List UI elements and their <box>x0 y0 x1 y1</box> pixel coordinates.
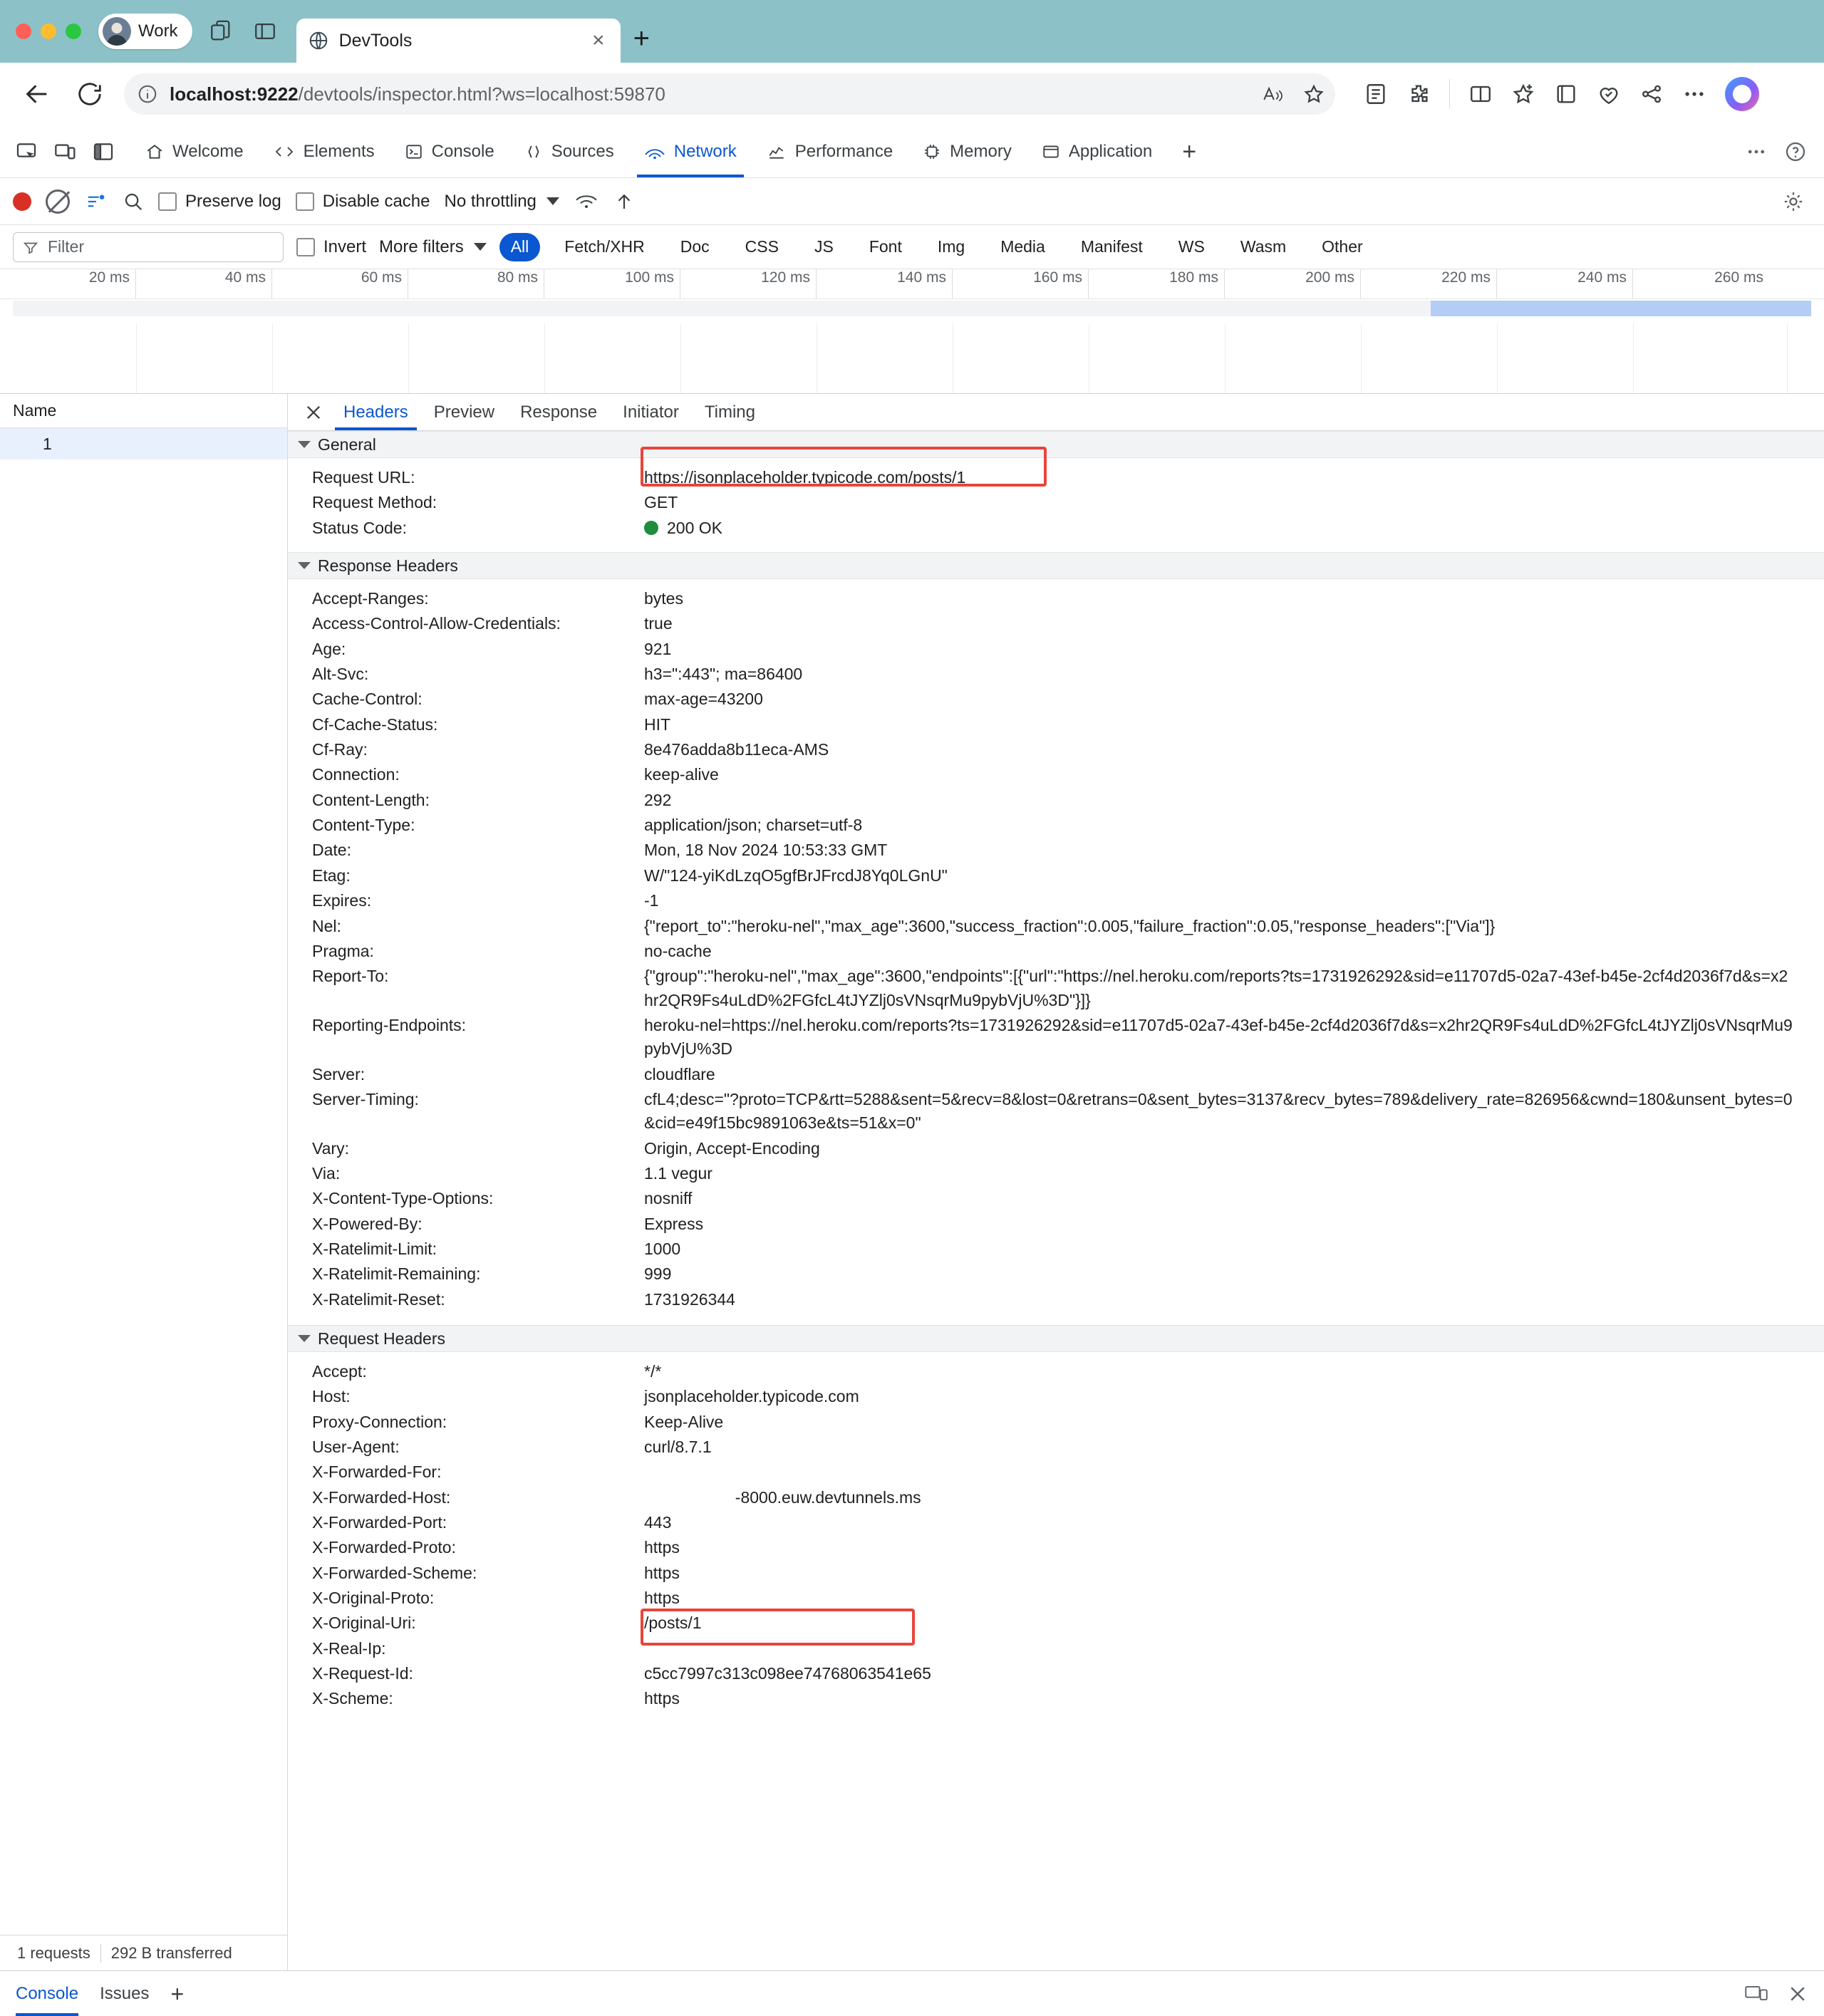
header-row <box>288 1287 1824 1312</box>
header-value: application/json; charset=utf-8 <box>644 816 863 835</box>
header-row <box>288 1237 1824 1262</box>
overview-grid <box>0 323 1824 393</box>
panel-tab-welcome[interactable] <box>133 126 256 177</box>
type-filter-doc[interactable]: Doc <box>680 237 710 256</box>
toolbar-icons <box>1364 77 1759 111</box>
type-filter-fetch-xhr[interactable]: Fetch/XHR <box>564 237 645 256</box>
header-value: bytes <box>644 589 683 608</box>
header-row <box>288 863 1824 888</box>
request-count: 1 requests <box>17 1943 90 1962</box>
devtools-tabbar <box>0 125 1824 178</box>
timeline-tick: 80 ms <box>408 269 544 299</box>
header-key: User-Agent: <box>312 1438 400 1457</box>
network-overview[interactable] <box>0 269 1824 394</box>
header-key: X-Ratelimit-Limit: <box>312 1239 437 1258</box>
header-value: W/"124-yiKdLzqO5gfBrJFrcdJ8Yq0LGnU" <box>644 866 948 885</box>
header-row <box>288 1186 1824 1211</box>
header-key: Date: <box>312 841 351 860</box>
application-icon <box>1042 142 1060 161</box>
header-key: X-Ratelimit-Remaining: <box>312 1264 481 1284</box>
url-host: localhost:9222 <box>170 83 299 105</box>
header-key: X-Scheme: <box>312 1689 393 1708</box>
panel-tab-label: Sources <box>551 141 614 161</box>
header-key: Server-Timing: <box>312 1089 419 1108</box>
chevron-down-icon <box>474 243 487 251</box>
wifi-settings-icon[interactable] <box>574 192 599 212</box>
header-value: 921 <box>644 639 672 658</box>
type-filter-css[interactable]: CSS <box>745 237 779 256</box>
header-value: keep-alive <box>644 765 719 784</box>
header-key: X-Original-Uri: <box>312 1614 416 1633</box>
header-key: Cf-Cache-Status: <box>312 715 438 734</box>
performance-icon <box>767 142 787 161</box>
close-window-button[interactable] <box>16 24 31 39</box>
header-value: nosniff <box>644 1189 693 1208</box>
header-row <box>288 1460 1824 1485</box>
more-filters-dropdown[interactable] <box>379 237 487 257</box>
tab-preview[interactable]: Preview <box>433 402 495 422</box>
header-key: Alt-Svc: <box>312 665 369 684</box>
minimize-window-button[interactable] <box>41 24 56 39</box>
header-value: -1 <box>644 891 659 910</box>
header-key: X-Forwarded-Port: <box>312 1513 447 1532</box>
request-name: 1 <box>43 434 52 453</box>
reload-icon[interactable] <box>71 76 108 113</box>
request-list-empty-space <box>0 459 287 1935</box>
copilot-icon[interactable] <box>1725 77 1759 111</box>
request-list-header[interactable]: Name <box>0 394 287 428</box>
header-value: https <box>644 1563 680 1582</box>
search-input[interactable] <box>13 232 284 262</box>
header-key: Pragma: <box>312 941 374 960</box>
timeline-tick: 100 ms <box>544 269 680 299</box>
header-value: Mon, 18 Nov 2024 10:53:33 GMT <box>644 841 888 860</box>
overview-scrollbar[interactable] <box>13 301 1811 316</box>
header-value: heroku-nel=https://nel.heroku.com/reports?ts=1731926292&sid=e11707d5-02a7-43ef-b45e-2cf4d2036f7d&s=x2hr2QR9Fs4uLdD%2FGfcL4tJYZlj0sVNsqrMu9pybVjU%3D <box>644 1015 1793 1059</box>
device-toolbar-icon[interactable] <box>48 135 81 168</box>
table-row[interactable] <box>0 428 287 459</box>
header-value: c5cc7997c313c098ee74768063541e65 <box>644 1664 931 1683</box>
invert-label: Invert <box>323 237 367 256</box>
status-badge: 200 OK <box>667 518 722 537</box>
header-key: Report-To: <box>312 967 389 986</box>
type-filter-ws[interactable]: WS <box>1178 237 1205 256</box>
tab-title: DevTools <box>338 30 413 51</box>
header-row-request-url <box>288 465 1824 490</box>
request-list <box>0 394 288 1970</box>
split-screen-icon[interactable] <box>249 16 281 47</box>
header-value: 1000 <box>644 1239 681 1258</box>
header-key: Via: <box>312 1163 341 1183</box>
header-key: Access-Control-Allow-Credentials: <box>312 614 561 633</box>
header-value: true <box>644 614 673 633</box>
timeline-tick: 160 ms <box>953 269 1089 299</box>
header-row <box>288 1661 1824 1686</box>
add-favorite-icon[interactable] <box>1511 82 1535 106</box>
info-icon[interactable] <box>137 83 158 105</box>
panel-tab-performance[interactable] <box>754 126 906 177</box>
extensions-icon[interactable] <box>1406 82 1431 106</box>
header-value: 292 <box>644 790 672 809</box>
close-icon[interactable]: × <box>592 28 605 52</box>
header-value: no-cache <box>644 941 712 960</box>
network-settings-icon[interactable] <box>1781 189 1811 214</box>
header-key: X-Forwarded-Scheme: <box>312 1563 477 1582</box>
preserve-log-label: Preserve log <box>185 191 281 211</box>
header-value: max-age=43200 <box>644 690 763 709</box>
tab-initiator[interactable]: Initiator <box>623 402 679 422</box>
header-row <box>288 1686 1824 1711</box>
header-value[interactable]: https://jsonplaceholder.typicode.com/posts/1 <box>644 468 966 487</box>
header-key: Server: <box>312 1064 366 1084</box>
sources-icon <box>524 142 543 161</box>
disable-cache-label: Disable cache <box>322 191 430 211</box>
header-row <box>288 1535 1824 1560</box>
header-value: HIT <box>644 715 671 734</box>
checkbox-box <box>158 192 177 211</box>
header-row <box>288 1485 1824 1510</box>
panel-tab-label: Application <box>1068 141 1153 161</box>
dock-side-icon[interactable] <box>87 135 120 168</box>
header-row <box>288 1510 1824 1535</box>
header-row <box>288 813 1824 838</box>
header-value: 1.1 vegur <box>644 1163 712 1183</box>
console-icon <box>405 142 423 161</box>
toolbar-divider <box>1449 79 1450 109</box>
header-key: X-Forwarded-Host: <box>312 1487 451 1507</box>
drawer-tab-issues[interactable]: Issues <box>100 1983 150 2003</box>
header-row <box>288 1410 1824 1435</box>
timeline-tick: 20 ms <box>0 269 136 299</box>
header-row <box>288 662 1824 687</box>
header-row <box>288 1586 1824 1611</box>
clear-button[interactable] <box>46 189 70 214</box>
tab-strip <box>0 0 1824 63</box>
header-value: Keep-Alive <box>644 1412 724 1431</box>
header-key: Proxy-Connection: <box>312 1412 447 1431</box>
timeline-tick: 140 ms <box>817 269 953 299</box>
import-har-icon[interactable] <box>613 191 635 212</box>
timeline-tick: 40 ms <box>136 269 272 299</box>
header-row <box>288 1062 1824 1087</box>
header-row <box>288 939 1824 964</box>
plus-icon: + <box>1182 137 1197 165</box>
timeline-tick: 180 ms <box>1089 269 1225 299</box>
header-value: {"group":"heroku-nel","max_age":3600,"endpoints":[{"url":"https://nel.heroku.com/reports?ts=1731926292&sid=e11707d5-02a7-43ef-b45e-2cf4d2036f7d&s=x2hr2QR9Fs4uLdD%2FGfcL4tJYZlj0sVNsqrMu9pybVjU%3D"}]} <box>644 967 1788 1009</box>
header-value: -8000.euw.devtunnels.ms <box>644 1487 921 1507</box>
drawer-add-tab-button[interactable]: + <box>170 1980 185 2007</box>
chevron-down-icon <box>546 197 559 205</box>
header-row <box>288 762 1824 787</box>
header-row <box>288 1013 1824 1062</box>
more-tools-icon[interactable] <box>1746 141 1767 162</box>
type-filter-wasm[interactable]: Wasm <box>1240 237 1287 256</box>
triangle-down-icon <box>298 562 311 569</box>
header-key: X-Real-Ip: <box>312 1638 386 1658</box>
header-value: https <box>644 1689 680 1708</box>
header-row <box>288 1212 1824 1237</box>
header-value: h3=":443"; ma=86400 <box>644 665 803 684</box>
section-title: Response Headers <box>318 556 458 575</box>
section-request-headers[interactable] <box>288 1325 1824 1352</box>
header-key: Nel: <box>312 916 341 935</box>
header-row <box>288 737 1824 762</box>
header-row <box>288 1359 1824 1384</box>
help-icon[interactable] <box>1784 140 1807 163</box>
tab-response[interactable]: Response <box>520 402 598 422</box>
section-general[interactable] <box>288 431 1824 458</box>
section-title: Request Headers <box>318 1329 445 1348</box>
header-key: Vary: <box>312 1138 349 1158</box>
address-bar[interactable] <box>124 73 1335 115</box>
network-body <box>0 394 1824 1970</box>
read-aloud-icon[interactable] <box>1263 83 1287 105</box>
header-value: cloudflare <box>644 1064 715 1084</box>
network-filter-bar <box>0 225 1824 269</box>
more-options-icon[interactable] <box>1682 82 1706 106</box>
timeline-tick: 120 ms <box>680 269 817 299</box>
devtools-topbar-right <box>1746 140 1814 163</box>
panel-tab-sources[interactable] <box>512 126 627 177</box>
drawer-tab-console[interactable]: Console <box>16 1972 78 2016</box>
header-value <box>644 516 1824 540</box>
header-row <box>288 586 1824 611</box>
header-key: X-Forwarded-For: <box>312 1462 442 1482</box>
throttling-dropdown[interactable] <box>444 192 559 212</box>
browser-toolbar <box>0 63 1824 125</box>
header-row <box>288 914 1824 939</box>
header-key: Request URL: <box>312 468 415 487</box>
timeline-tick: 200 ms <box>1225 269 1361 299</box>
code-icon <box>274 142 295 161</box>
header-row <box>288 637 1824 662</box>
status-ok-icon <box>644 521 658 535</box>
devtools-drawer <box>0 1970 1824 2016</box>
header-row <box>288 1561 1824 1586</box>
header-key: Content-Length: <box>312 790 430 809</box>
header-row <box>288 788 1824 813</box>
type-filter-media[interactable]: Media <box>1000 237 1045 256</box>
header-row <box>288 964 1824 1013</box>
panel-tab-console[interactable] <box>392 126 507 177</box>
header-row <box>288 1161 1824 1186</box>
filter-toggle-icon[interactable] <box>84 191 108 212</box>
header-row-status-code <box>288 516 1824 541</box>
header-value: 999 <box>644 1264 672 1284</box>
detail-tabbar <box>288 394 1824 431</box>
header-row <box>288 1435 1824 1460</box>
header-value: https <box>644 1589 680 1608</box>
invert-checkbox[interactable] <box>296 237 366 257</box>
home-icon <box>145 142 164 161</box>
type-filter-js[interactable]: JS <box>814 237 834 256</box>
header-value: */* <box>644 1362 662 1381</box>
header-value: 443 <box>644 1513 672 1532</box>
tab-search-icon[interactable] <box>205 16 237 47</box>
header-value: https <box>644 1538 680 1557</box>
new-tab-button[interactable]: + <box>633 23 650 54</box>
transferred-size: 292 B transferred <box>110 1943 232 1962</box>
favorite-star-icon[interactable] <box>1302 83 1325 105</box>
memory-icon <box>923 142 941 161</box>
profile-label: Work <box>138 21 178 41</box>
share-icon[interactable] <box>1639 82 1664 106</box>
overview-selection[interactable] <box>1431 301 1811 316</box>
search-icon[interactable] <box>123 191 144 212</box>
filter-placeholder: Filter <box>48 237 85 256</box>
header-key: Expires: <box>312 891 372 910</box>
header-row <box>288 1262 1824 1287</box>
close-drawer-icon[interactable] <box>1787 1983 1808 2005</box>
header-key: Etag: <box>312 866 351 885</box>
header-value <box>644 1637 1824 1661</box>
header-value: Origin, Accept-Encoding <box>644 1138 820 1158</box>
url-path: /devtools/inspector.html?ws=localhost:59870 <box>298 83 665 105</box>
header-key: Connection: <box>312 765 400 784</box>
split-view-icon[interactable] <box>1468 82 1493 106</box>
header-value[interactable]: jsonplaceholder.typicode.com <box>644 1387 859 1406</box>
header-value: {"report_to":"heroku-nel","max_age":3600,"success_fraction":0.005,"failure_fraction":0.05,"response_headers":["Via"]} <box>644 916 1496 935</box>
panel-tab-label: Performance <box>794 141 893 161</box>
timeline-ruler <box>0 269 1824 299</box>
headers-content <box>288 431 1824 1970</box>
header-value: GET <box>644 493 678 512</box>
header-row <box>288 1611 1824 1636</box>
type-filter-font[interactable]: Font <box>869 237 902 256</box>
panel-tab-memory[interactable] <box>910 126 1025 177</box>
panel-tab-label: Elements <box>303 141 375 161</box>
header-row <box>288 712 1824 737</box>
type-filter-all[interactable]: All <box>499 233 541 261</box>
timeline-tick: 220 ms <box>1361 269 1497 299</box>
header-key: Status Code: <box>312 518 407 537</box>
collections-icon[interactable] <box>1554 82 1578 106</box>
checkbox-box <box>296 192 314 211</box>
globe-icon <box>308 30 329 51</box>
panel-tab-elements[interactable] <box>261 126 388 177</box>
record-button[interactable] <box>13 192 31 211</box>
device-mode-icon[interactable] <box>1744 1983 1768 2005</box>
disable-cache-checkbox[interactable] <box>296 192 430 212</box>
header-row <box>288 1136 1824 1161</box>
header-key: Cf-Ray: <box>312 740 368 759</box>
filter-icon <box>22 239 39 255</box>
panel-tab-label: Memory <box>950 141 1012 161</box>
header-key: Cache-Control: <box>312 690 423 709</box>
checkbox-box <box>296 238 315 256</box>
timeline-tick: 60 ms <box>272 269 408 299</box>
url-text <box>170 83 1251 105</box>
header-value: Express <box>644 1214 704 1233</box>
panel-tab-label: Network <box>673 141 737 161</box>
reading-mode-icon[interactable] <box>1364 82 1388 106</box>
header-key: X-Original-Proto: <box>312 1589 435 1608</box>
header-key: X-Powered-By: <box>312 1214 423 1233</box>
tab-timing[interactable]: Timing <box>704 402 755 422</box>
devtools-panel <box>0 125 1824 2016</box>
section-title: General <box>318 435 376 454</box>
timeline-tick: 260 ms <box>1714 269 1763 286</box>
header-row <box>288 888 1824 913</box>
preserve-log-checkbox[interactable] <box>158 192 281 212</box>
header-row-host <box>288 1384 1824 1409</box>
network-toolbar <box>0 178 1824 225</box>
more-filters-label: More filters <box>379 237 464 256</box>
back-icon[interactable] <box>19 76 56 113</box>
header-key: Reporting-Endpoints: <box>312 1015 467 1034</box>
request-detail <box>288 394 1824 1970</box>
throttling-value: No throttling <box>444 191 537 211</box>
triangle-down-icon <box>298 441 311 448</box>
close-icon[interactable] <box>296 395 331 430</box>
timeline-tick: 240 ms <box>1497 269 1633 299</box>
header-key: X-Ratelimit-Reset: <box>312 1289 445 1309</box>
panel-tab-application[interactable] <box>1029 126 1165 177</box>
header-key: X-Request-Id: <box>312 1664 413 1683</box>
inspect-element-icon[interactable] <box>10 135 43 168</box>
header-key: Age: <box>312 639 346 658</box>
profile-button[interactable] <box>98 14 192 49</box>
header-key: Request Method: <box>312 493 437 512</box>
header-key: X-Content-Type-Options: <box>312 1189 494 1208</box>
header-value: cfL4;desc="?proto=TCP&rtt=5288&sent=5&recv=8&lost=0&retrans=0&sent_bytes=3137&recv_bytes=789&delivery_rate=826956&cwnd=180&unsent_bytes=0&cid=e49f15bc9891063e&ts=51&x=0" <box>644 1089 1793 1133</box>
section-response-headers[interactable] <box>288 552 1824 579</box>
avatar <box>103 17 131 46</box>
tab-headers[interactable]: Headers <box>331 395 421 430</box>
browser-essentials-icon[interactable] <box>1597 82 1621 106</box>
devtools-left-buttons <box>10 135 120 168</box>
header-value: /posts/1 <box>644 1614 702 1633</box>
network-icon <box>644 142 665 161</box>
maximize-window-button[interactable] <box>66 24 81 39</box>
panel-tab-label: Welcome <box>172 141 244 161</box>
panel-tab-network[interactable] <box>631 126 750 177</box>
network-status-bar <box>0 1935 287 1970</box>
triangle-down-icon <box>298 1335 311 1342</box>
header-row <box>288 1636 1824 1661</box>
header-row <box>288 611 1824 636</box>
type-filter-manifest[interactable]: Manifest <box>1080 237 1143 256</box>
header-row <box>288 838 1824 863</box>
header-key: Accept-Ranges: <box>312 589 429 608</box>
header-key: Content-Type: <box>312 816 415 835</box>
header-value: curl/8.7.1 <box>644 1438 712 1457</box>
add-panel-button[interactable] <box>1169 126 1209 177</box>
header-key: Accept: <box>312 1362 367 1381</box>
header-key: Host: <box>312 1387 351 1406</box>
header-row-request-method <box>288 490 1824 515</box>
browser-tab[interactable] <box>296 19 621 63</box>
header-value: 1731926344 <box>644 1289 735 1309</box>
header-key: X-Forwarded-Proto: <box>312 1538 456 1557</box>
header-row <box>288 687 1824 712</box>
window-controls[interactable] <box>16 24 81 39</box>
header-value <box>644 1460 1824 1484</box>
panel-tab-label: Console <box>431 141 494 161</box>
header-value: 8e476adda8b11eca-AMS <box>644 740 829 759</box>
header-row <box>288 1087 1824 1136</box>
type-filter-img[interactable]: Img <box>937 237 965 256</box>
type-filter-other[interactable]: Other <box>1322 237 1363 256</box>
drawer-right-icons <box>1744 1983 1808 2005</box>
